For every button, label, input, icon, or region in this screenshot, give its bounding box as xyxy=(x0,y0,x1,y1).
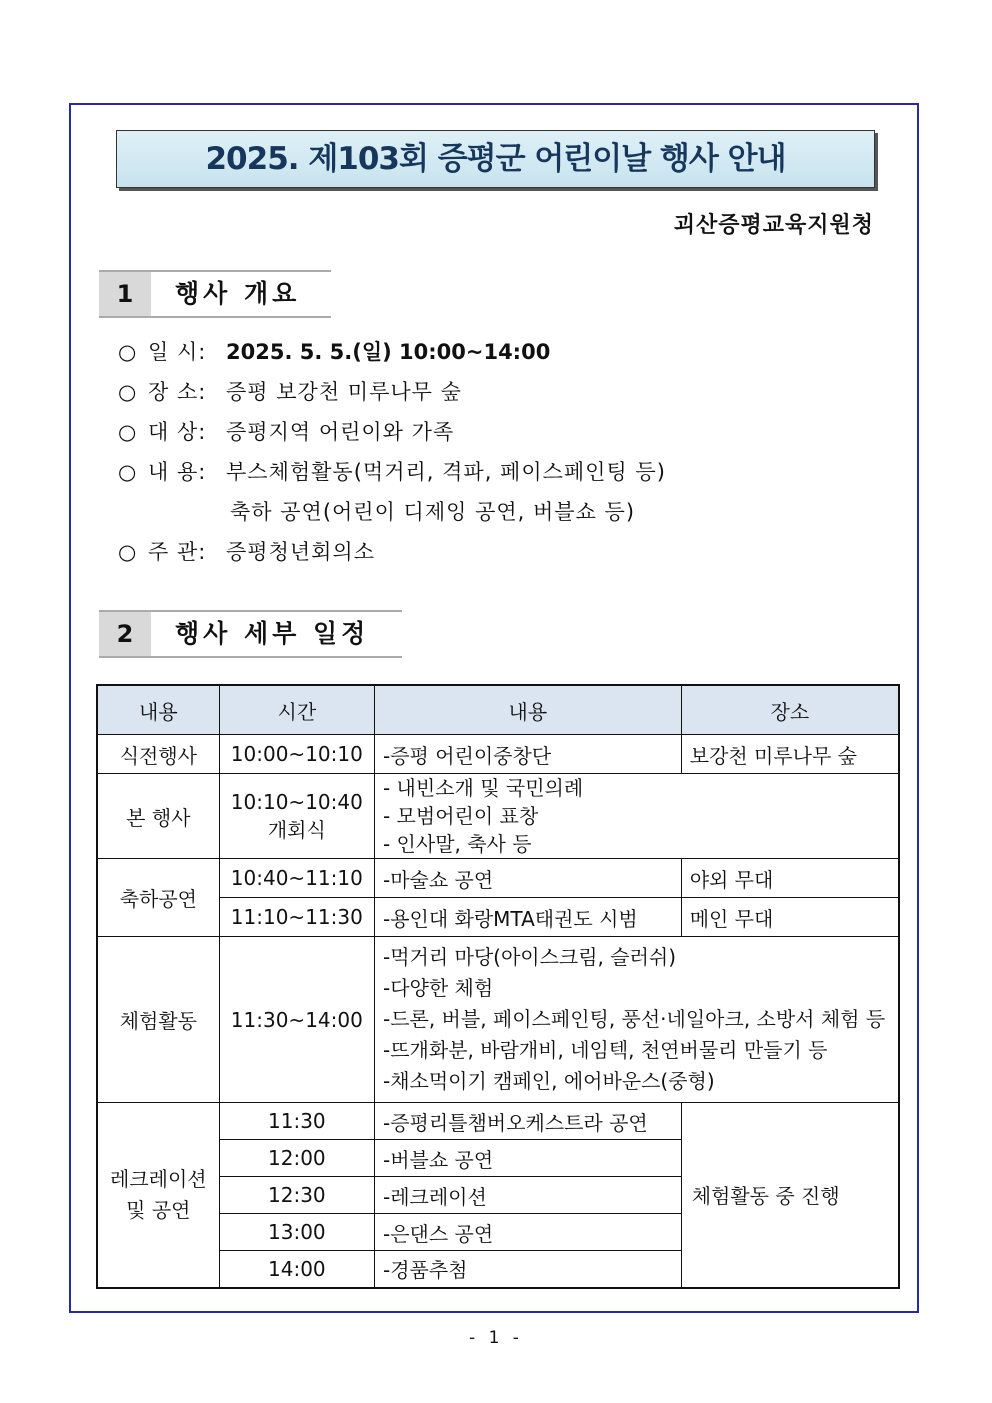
content-line: -드론, 버블, 페이스페인팅, 풍선·네일아크, 소방서 체험 등 xyxy=(382,1007,886,1031)
document-title: 2025. 제103회 증평군 어린이날 행사 안내 xyxy=(116,130,875,188)
bullet-circle-icon: ○ xyxy=(118,460,138,484)
header-category: 내용 xyxy=(97,685,219,735)
content-cell xyxy=(374,937,899,1103)
table-row xyxy=(97,937,899,1103)
page-number: - 1 - xyxy=(469,1328,523,1348)
organization-name: 괴산증평교육지원청 xyxy=(673,212,874,238)
schedule-table xyxy=(96,684,900,1289)
section-1-label: 행사 개요 xyxy=(175,279,301,308)
category-cell: 본 행사 xyxy=(97,774,219,859)
overview-item-date xyxy=(118,332,666,372)
time-cell: 14:00 xyxy=(219,1251,374,1288)
overview-value: 증평청년회의소 xyxy=(226,540,376,564)
header-place: 장소 xyxy=(681,685,899,735)
time-cell xyxy=(219,774,374,859)
content-line: - 인사말, 축사 등 xyxy=(382,832,532,856)
overview-key: 일 시: xyxy=(148,340,207,364)
overview-item-host xyxy=(118,532,666,572)
content-cell: -버블쇼 공연 xyxy=(374,1140,681,1177)
content-line: -먹거리 마당(아이스크림, 슬러쉬) xyxy=(382,945,677,969)
section-2-number: 2 xyxy=(99,612,151,656)
overview-key: 장 소: xyxy=(148,380,207,404)
category-cell: 축하공연 xyxy=(97,859,219,937)
category-line: 및 공연 xyxy=(126,1197,191,1222)
overview-value: 증평 보강천 미루나무 숲 xyxy=(226,380,462,404)
section-1-number: 1 xyxy=(99,272,151,316)
overview-value: 2025. 5. 5.(일) 10:00~14:00 xyxy=(226,340,551,364)
place-cell: 보강천 미루나무 숲 xyxy=(681,735,899,774)
time-cell: 10:40~11:10 xyxy=(219,859,374,898)
content-line: -뜨개화분, 바람개비, 네임텍, 천연버물리 만들기 등 xyxy=(382,1038,828,1062)
content-cell: -은댄스 공연 xyxy=(374,1214,681,1251)
bullet-circle-icon: ○ xyxy=(118,420,138,444)
time-cell: 10:00~10:10 xyxy=(219,735,374,774)
content-cell: -증평리틀챔버오케스트라 공연 xyxy=(374,1103,681,1140)
place-cell: 메인 무대 xyxy=(681,898,899,937)
time-cell: 11:10~11:30 xyxy=(219,898,374,937)
content-cell: -증평 어린이중창단 xyxy=(374,735,681,774)
overview-item-place xyxy=(118,372,666,412)
time-cell: 11:30~14:00 xyxy=(219,937,374,1103)
table-row xyxy=(97,1103,899,1140)
overview-value: 증평지역 어린이와 가족 xyxy=(226,420,455,444)
category-cell: 체험활동 xyxy=(97,937,219,1103)
content-cell: -레크레이션 xyxy=(374,1177,681,1214)
table-row xyxy=(97,735,899,774)
time-range: 10:10~10:40 xyxy=(230,790,363,814)
category-cell: 식전행사 xyxy=(97,735,219,774)
bullet-circle-icon: ○ xyxy=(118,340,138,364)
overview-item-target xyxy=(118,412,666,452)
category-line: 레크레이션 xyxy=(110,1166,207,1191)
bullet-circle-icon: ○ xyxy=(118,540,138,564)
time-cell: 12:30 xyxy=(219,1177,374,1214)
content-cell: -용인대 화랑MTA태권도 시범 xyxy=(374,898,681,937)
overview-key: 대 상: xyxy=(148,420,207,444)
table-row xyxy=(97,859,899,898)
place-cell: 야외 무대 xyxy=(681,859,899,898)
content-cell xyxy=(374,774,899,859)
content-line: -다양한 체험 xyxy=(382,976,494,1000)
place-cell: 체험활동 중 진행 xyxy=(681,1103,899,1288)
time-cell: 13:00 xyxy=(219,1214,374,1251)
overview-value: 부스체험활동(먹거리, 격파, 페이스페인팅 등) xyxy=(226,460,666,484)
section-2-header xyxy=(99,610,402,658)
bullet-circle-icon: ○ xyxy=(118,380,138,404)
time-cell: 11:30 xyxy=(219,1103,374,1140)
content-cell: -경품추첨 xyxy=(374,1251,681,1288)
header-time: 시간 xyxy=(219,685,374,735)
time-subtitle: 개회식 xyxy=(267,818,326,842)
overview-key: 내 용: xyxy=(148,460,207,484)
content-line: - 내빈소개 및 국민의례 xyxy=(382,776,584,800)
section-2-label: 행사 세부 일정 xyxy=(175,619,370,648)
content-cell: -마술쇼 공연 xyxy=(374,859,681,898)
table-header-row xyxy=(97,685,899,735)
overview-item-content-continued: 축하 공연(어린이 디제잉 공연, 버블쇼 등) xyxy=(230,500,636,524)
overview-list xyxy=(118,332,666,572)
table-row xyxy=(97,774,899,859)
overview-key: 주 관: xyxy=(148,540,207,564)
category-cell xyxy=(97,1103,219,1288)
time-cell: 12:00 xyxy=(219,1140,374,1177)
overview-item-content xyxy=(118,452,666,492)
header-content: 내용 xyxy=(374,685,681,735)
content-line: - 모범어린이 표창 xyxy=(382,804,539,828)
section-1-header xyxy=(99,270,331,318)
content-line: -채소먹이기 캠페인, 에어바운스(중형) xyxy=(382,1069,715,1093)
